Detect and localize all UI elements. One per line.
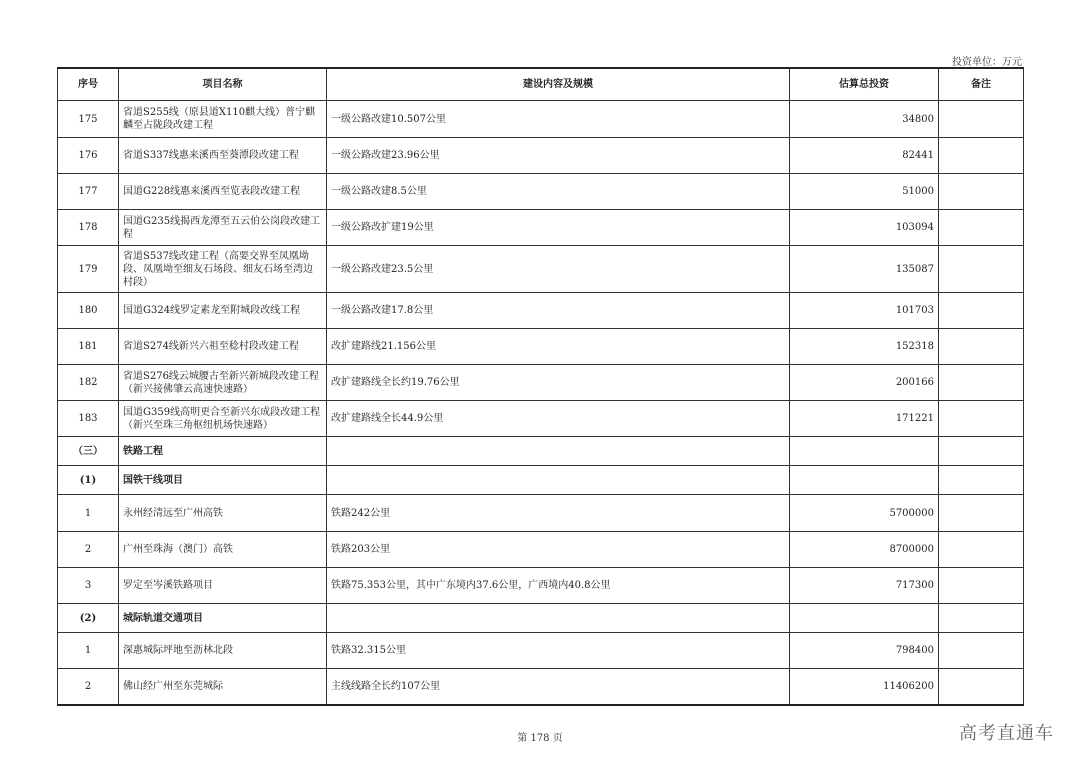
cell-investment: 82441: [790, 138, 939, 174]
cell-project-name: 铁路工程: [119, 437, 327, 466]
cell-remark: [939, 437, 1024, 466]
cell-remark: [939, 138, 1024, 174]
table-row: [58, 210, 1024, 246]
cell-remark: [939, 365, 1024, 401]
cell-scope: 铁路242公里: [327, 495, 790, 532]
investment-unit-note: 投资单位：万元: [952, 57, 1022, 68]
cell-index: 175: [58, 101, 119, 138]
cell-scope: 改扩建路线21.156公里: [327, 329, 790, 365]
cell-index: 182: [58, 365, 119, 401]
cell-investment: 101703: [790, 293, 939, 329]
cell-scope: 铁路203公里: [327, 532, 790, 568]
cell-project-name: 省道S276线云城腰古至新兴新城段改建工程（新兴接佛肇云高速快速路）: [119, 365, 327, 401]
table-row: [58, 138, 1024, 174]
cell-investment: 5700000: [790, 495, 939, 532]
cell-project-name: 广州至珠海（澳门）高铁: [119, 532, 327, 568]
cell-investment: 798400: [790, 633, 939, 669]
cell-remark: [939, 329, 1024, 365]
cell-project-name: 国道G359线高明更合至新兴东成段改建工程（新兴至珠三角枢纽机场快速路）: [119, 401, 327, 437]
cell-project-name: 省道S337线惠来溪西至葵潭段改建工程: [119, 138, 327, 174]
cell-scope: 改扩建路线全长约19.76公里: [327, 365, 790, 401]
cell-investment: 34800: [790, 101, 939, 138]
cell-remark: [939, 633, 1024, 669]
table-row: [58, 495, 1024, 532]
cell-scope: 一级公路改扩建19公里: [327, 210, 790, 246]
cell-investment: 171221: [790, 401, 939, 437]
cell-investment: 103094: [790, 210, 939, 246]
cell-project-name: 国道G228线惠来溪西至览表段改建工程: [119, 174, 327, 210]
cell-remark: [939, 174, 1024, 210]
cell-project-name: 国铁干线项目: [119, 466, 327, 495]
page-number: 第 178 页: [517, 733, 563, 744]
cell-project-name: 深惠城际坪地至沥林北段: [119, 633, 327, 669]
header-remark: 备注: [939, 68, 1024, 101]
cell-remark: [939, 669, 1024, 705]
cell-project-name: 省道S274线新兴六祖至稔村段改建工程: [119, 329, 327, 365]
section-row: [58, 437, 1024, 466]
cell-index: 176: [58, 138, 119, 174]
cell-index: 180: [58, 293, 119, 329]
cell-index: 179: [58, 246, 119, 293]
table-row: [58, 568, 1024, 604]
cell-scope: [327, 437, 790, 466]
header-investment: 估算总投资: [790, 68, 939, 101]
cell-remark: [939, 568, 1024, 604]
cell-index: 1: [58, 495, 119, 532]
cell-scope: 一级公路改建17.8公里: [327, 293, 790, 329]
cell-investment: 8700000: [790, 532, 939, 568]
cell-investment: 51000: [790, 174, 939, 210]
cell-remark: [939, 210, 1024, 246]
table-header-row: [58, 68, 1024, 101]
table-row: [58, 532, 1024, 568]
cell-scope: 铁路32.315公里: [327, 633, 790, 669]
cell-index: 181: [58, 329, 119, 365]
section-row: [58, 466, 1024, 495]
cell-remark: [939, 604, 1024, 633]
cell-project-name: 省道S537线改建工程（高要交界至凤凰坳段、凤凰坳至细友石场段、细友石场至湾边村段）: [119, 246, 327, 293]
cell-investment: 152318: [790, 329, 939, 365]
cell-investment: 717300: [790, 568, 939, 604]
section-row: [58, 604, 1024, 633]
cell-remark: [939, 401, 1024, 437]
table-row: [58, 669, 1024, 705]
cell-investment: [790, 466, 939, 495]
cell-index: 177: [58, 174, 119, 210]
cell-project-name: 国道G235线揭西龙潭至五云伯公岗段改建工程: [119, 210, 327, 246]
cell-index: 178: [58, 210, 119, 246]
header-project-name: 项目名称: [119, 68, 327, 101]
cell-remark: [939, 246, 1024, 293]
table-row: [58, 246, 1024, 293]
cell-scope: 一级公路改建8.5公里: [327, 174, 790, 210]
watermark-text: 高考直通车: [959, 723, 1054, 744]
cell-project-name: 罗定至岑溪铁路项目: [119, 568, 327, 604]
table-row: [58, 329, 1024, 365]
table-row: [58, 293, 1024, 329]
cell-scope: 一级公路改建23.5公里: [327, 246, 790, 293]
cell-project-name: 国道G324线罗定素龙至附城段改线工程: [119, 293, 327, 329]
cell-scope: 铁路75.353公里，其中广东境内37.6公里，广西境内40.8公里: [327, 568, 790, 604]
cell-investment: 135087: [790, 246, 939, 293]
cell-project-name: 省道S255线（原县道X110麒大线）普宁麒麟至占陇段改建工程: [119, 101, 327, 138]
cell-remark: [939, 101, 1024, 138]
cell-index: 183: [58, 401, 119, 437]
cell-scope: 改扩建路线全长44.9公里: [327, 401, 790, 437]
cell-remark: [939, 466, 1024, 495]
cell-scope: 一级公路改建23.96公里: [327, 138, 790, 174]
cell-index: 1: [58, 633, 119, 669]
cell-remark: [939, 495, 1024, 532]
cell-index: (2): [58, 604, 119, 633]
cell-scope: [327, 466, 790, 495]
cell-index: 2: [58, 532, 119, 568]
table-row: [58, 174, 1024, 210]
cell-investment: [790, 437, 939, 466]
project-table: [57, 67, 1024, 706]
cell-index: 2: [58, 669, 119, 705]
table-row: [58, 633, 1024, 669]
cell-remark: [939, 293, 1024, 329]
cell-project-name: 永州经清远至广州高铁: [119, 495, 327, 532]
cell-scope: [327, 604, 790, 633]
cell-investment: 11406200: [790, 669, 939, 705]
table-row: [58, 401, 1024, 437]
cell-index: (1): [58, 466, 119, 495]
table-row: [58, 365, 1024, 401]
table-row: [58, 101, 1024, 138]
header-index: 序号: [58, 68, 119, 101]
cell-index: （三）: [58, 437, 119, 466]
cell-project-name: 城际轨道交通项目: [119, 604, 327, 633]
cell-remark: [939, 532, 1024, 568]
cell-project-name: 佛山经广州至东莞城际: [119, 669, 327, 705]
cell-index: 3: [58, 568, 119, 604]
cell-scope: 一级公路改建10.507公里: [327, 101, 790, 138]
header-scope: 建设内容及规模: [327, 68, 790, 101]
table-body: [58, 101, 1024, 705]
cell-investment: 200166: [790, 365, 939, 401]
cell-investment: [790, 604, 939, 633]
cell-scope: 主线线路全长约107公里: [327, 669, 790, 705]
